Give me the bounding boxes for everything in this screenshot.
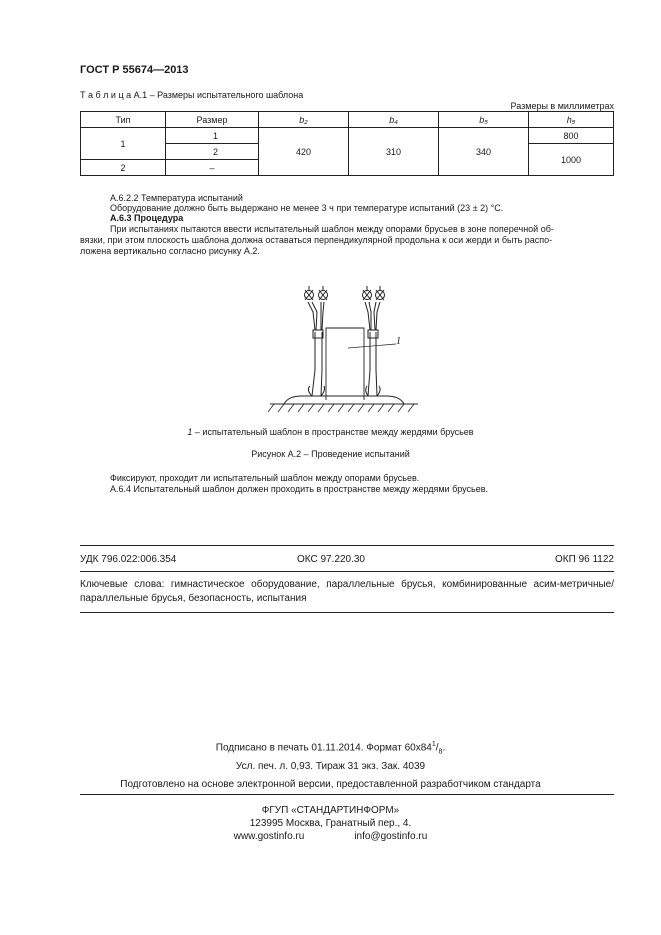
divider [80, 794, 614, 795]
okp-code: ОКП 96 1122 [555, 554, 614, 565]
table-row [81, 128, 614, 144]
table-header-cell: b₄ [349, 112, 439, 128]
website-link[interactable]: www.gostinfo.ru [233, 831, 305, 842]
procedure-line: ложена вертикально согласно рисунку А.2. [80, 246, 260, 256]
legend-text: – испытательный шаблон в пространстве между жердями брусьев [192, 427, 474, 437]
procedure-line: вязки, при этом плоскость шаблона должна оставаться перпендикулярной продольна к оси жерди и быть распо- [80, 235, 553, 245]
signed-line: Подписано в печать 01.11.2014. Формат $60х84^1/_8$. [215, 741, 446, 756]
procedure-paragraph [80, 224, 614, 257]
table-caption: Т а б л и ц а А.1 – Размеры испытательного шаблона [80, 90, 304, 100]
a64-text: А.6.4 Испытательный шаблон должен проходить в пространстве между жердями брусьев. [110, 484, 489, 494]
format-sup: 1 [431, 741, 436, 748]
temperature-heading: А.6.2.2 Температура испытаний [110, 193, 243, 203]
figure-legend [0, 427, 661, 437]
figure-callout: 1 [396, 336, 401, 347]
procedure-heading: А.6.3 Процедура [110, 213, 184, 223]
dimensions-table [80, 111, 614, 176]
divider [80, 545, 614, 546]
table-cell: 420 [259, 128, 349, 176]
table-cell: 1 [81, 128, 166, 160]
parallel-bars-drawing [268, 282, 418, 414]
table-header-cell: b₅ [439, 112, 529, 128]
print-info: Усл. печ. л. 0,93. Тираж 31 экз. Зак. 4039 [235, 761, 426, 772]
procedure-line: При испытаниях пытаются ввести испытательный шаблон между опорами брусьев в зоне поперечной об- [110, 224, 554, 234]
legend-number: 1 [187, 427, 193, 437]
email-link[interactable]: info@gostinfo.ru [354, 831, 428, 842]
table-units: Размеры в миллиметрах [510, 101, 614, 111]
fix-text: Фиксируют, проходит ли испытательный шаблон между опорами брусьев. [110, 473, 420, 483]
table-cell: 2 [166, 144, 259, 160]
table-header-cell: b₂ [259, 112, 349, 128]
table-header-cell: h₅ [529, 112, 614, 128]
publisher-address: 123995 Москва, Гранатный пер., 4. [249, 818, 412, 829]
temperature-text: Оборудование должно быть выдержано не менее 3 ч при температуре испытаний (23 ± 2) °С. [110, 203, 504, 213]
publisher-contacts [0, 831, 661, 842]
keywords: Ключевые слова: гимнастическое оборудование, параллельные брусья, комбинированные асим-метричные/параллельные брусья, безопасность, испытания [80, 579, 614, 604]
prepared-note: Подготовлено на основе электронной версии, предоставленной разработчиком стандарта [120, 779, 541, 790]
format-sub: 8 [438, 748, 443, 756]
publisher: ФГУП «СТАНДАРТИНФОРМ» [261, 805, 400, 816]
table-cell: 2 [81, 160, 166, 176]
table-cell: 1 [166, 128, 259, 144]
table-cell: 800 [529, 128, 614, 144]
table-cell: 1000 [529, 144, 614, 176]
table-cell: – [166, 160, 259, 176]
table-header-row [81, 112, 614, 128]
table-header-cell: Тип [81, 112, 166, 128]
signed-text: Подписано в печать 01.11.2014. Формат 60х84 [215, 742, 432, 754]
oks-code: ОКС 97.220.30 [297, 554, 365, 565]
table-cell: 340 [439, 128, 529, 176]
table-header-cell: Размер [166, 112, 259, 128]
figure-caption: Рисунок А.2 – Проведение испытаний [251, 449, 410, 459]
udk-code: УДК 796.022:006.354 [80, 554, 177, 565]
test-figure [268, 282, 418, 419]
standard-header: ГОСТ Р 55674—2013 [80, 64, 189, 76]
divider [80, 571, 614, 572]
divider [80, 612, 614, 613]
table-cell: 310 [349, 128, 439, 176]
